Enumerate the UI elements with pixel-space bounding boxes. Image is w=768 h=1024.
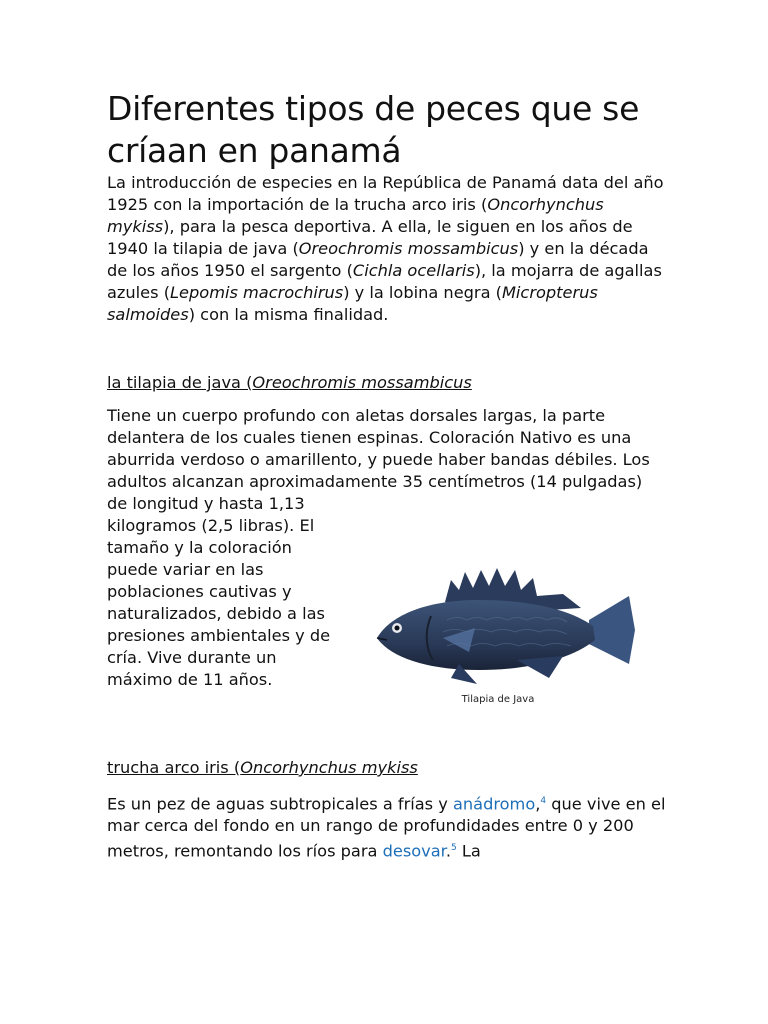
trucha-text-1: Es un pez de aguas subtropicales a frías y (107, 794, 453, 814)
tilapia-paragraph-wrapped: kilogramos (2,5 libras). El tamaño y la coloración puede variar en las poblaciones cautivas y naturalizados, debido a las presiones ambientales y de cría. Vive durante un máximo de 11 años. (107, 516, 331, 689)
page-title (107, 88, 667, 172)
intro-species-1: Oncorhynchus mykiss (107, 195, 604, 236)
trucha-comma: , (535, 794, 541, 814)
document-page (107, 88, 667, 863)
footnote-5[interactable]: 5 (450, 843, 457, 854)
trucha-paragraph (107, 790, 667, 863)
intro-species-3: Cichla ocellaris (352, 261, 475, 280)
image-caption: Tilapia de Java (461, 694, 535, 705)
intro-species-4: Lepomis macrochirus (170, 283, 344, 302)
section-heading-trucha-species: Oncorhynchus mykiss (240, 758, 418, 777)
tilapia-figure (367, 560, 645, 710)
section-heading-trucha-text: trucha arco iris ( (107, 758, 241, 777)
tilapia-fish-image (367, 560, 645, 692)
intro-text-6: ) con la misma finalidad. (188, 305, 389, 324)
intro-text-5: ) y la lobina negra ( (343, 283, 502, 302)
intro-species-2: Oreochromis mossambicus (298, 239, 519, 258)
section-heading-trucha (107, 757, 667, 779)
section-heading-tilapia-species: Oreochromis mossambicus (252, 373, 472, 392)
intro-paragraph (107, 172, 667, 326)
link-desovar[interactable]: desovar (382, 841, 446, 861)
intro-text-4: ), la mojarra de agallas azules ( (107, 261, 662, 302)
intro-species-5: Micropterus salmoides (107, 283, 598, 324)
trucha-text-3: La (456, 841, 481, 861)
trucha-text-2: que vive en el mar cerca del fondo en un rango de profundidades entre 0 y 200 metros, remontando los ríos para (107, 794, 666, 861)
intro-text-2: ), para la pesca deportiva. A ella, le siguen en los años de 1940 la tilapia de java ( (107, 217, 633, 258)
trucha-period: . (445, 841, 451, 861)
link-anadromo[interactable]: anádromo (452, 794, 536, 814)
section-heading-tilapia (107, 372, 667, 394)
tilapia-paragraph: Tiene un cuerpo profundo con aletas dorsales largas, la parte delantera de los cuales tienen espinas. Coloración Nativo es una aburrida verdoso o amarillento, y puede haber bandas débiles. Los adultos alcanzan aproximadamente 35 centímetros (14 pulgadas) de longitud y hasta 1,13 (107, 406, 650, 513)
section-heading-tilapia-text: la tilapia de java ( (107, 373, 253, 392)
intro-text-3: ) y en la década de los años 1950 el sargento ( (107, 239, 649, 280)
intro-text-1: La introducción de especies en la República de Panamá data del año 1925 con la importación de la trucha arco iris ( (107, 173, 664, 214)
footnote-4[interactable]: 4 (540, 796, 547, 806)
page-title-text: Diferentes tipos de peces que se críaan en panamá (107, 89, 640, 170)
